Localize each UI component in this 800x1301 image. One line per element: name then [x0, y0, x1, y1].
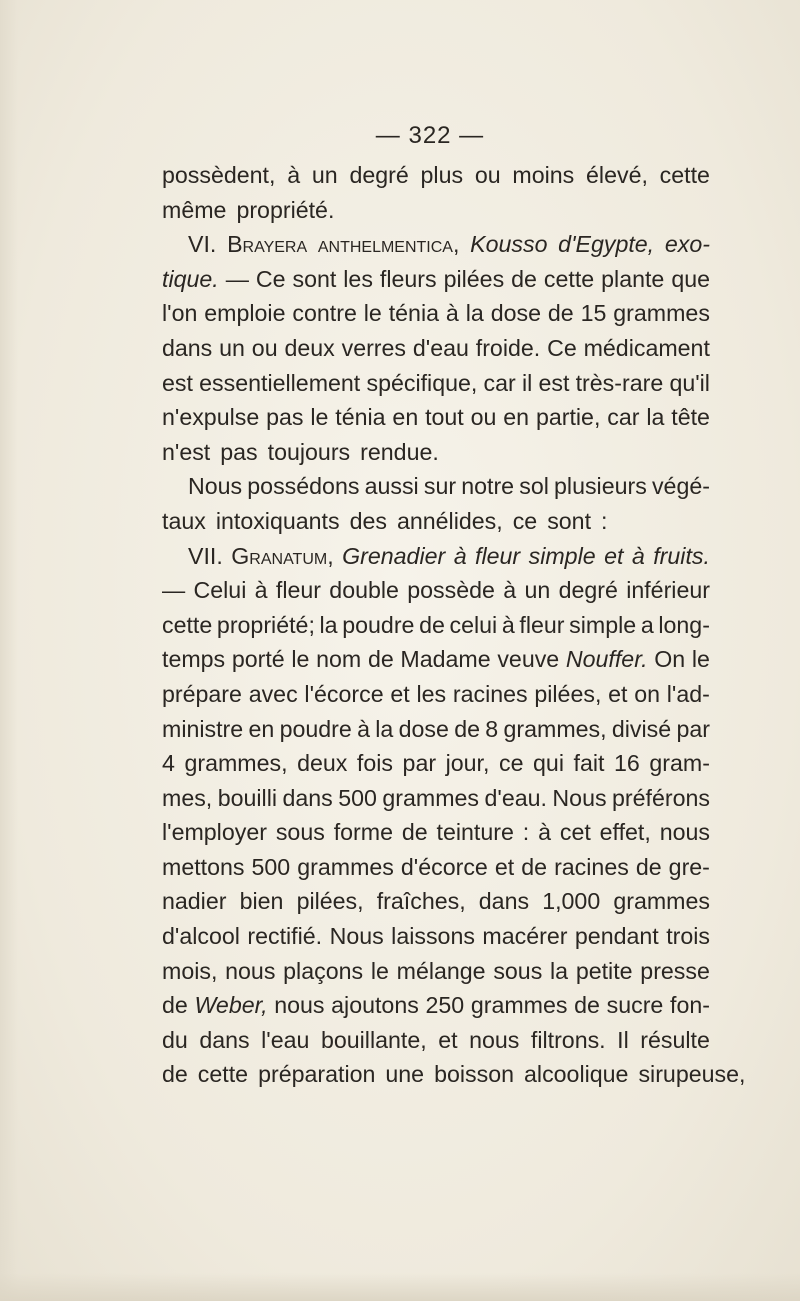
word: Madame: [400, 646, 491, 673]
text-line: [162, 919, 710, 954]
word: pilées,: [296, 888, 364, 915]
word: deux: [284, 334, 335, 361]
word: macérer: [482, 923, 568, 950]
word: Brayera: [227, 231, 308, 258]
word: on: [634, 680, 661, 707]
word: :: [522, 819, 530, 846]
text-line: [162, 296, 710, 331]
word: plante: [601, 265, 665, 292]
word: aussi: [364, 473, 419, 500]
word: verres: [341, 334, 407, 361]
word: fleur: [475, 542, 521, 569]
word: mélange: [396, 957, 486, 984]
word: Nouffer.: [565, 646, 648, 673]
text-line: [162, 642, 710, 677]
word: tête: [671, 404, 710, 431]
word: Ce: [547, 334, 577, 361]
word: un: [524, 577, 551, 604]
word: nous: [225, 957, 276, 984]
word: grammes: [613, 300, 710, 327]
word: simple: [528, 542, 596, 569]
word: à: [538, 819, 551, 846]
word: à: [357, 715, 370, 742]
word: possède: [407, 577, 495, 604]
word: spécifique,: [366, 369, 478, 396]
word: veuve: [497, 646, 560, 673]
word: possédons: [247, 473, 360, 500]
text-line: [162, 988, 710, 1023]
word: propriété;: [216, 611, 315, 638]
word: 500: [251, 853, 291, 880]
word: fois: [356, 750, 393, 777]
word: pendant: [574, 923, 659, 950]
word: très-rare: [575, 369, 664, 396]
word: intoxiquants: [215, 507, 340, 534]
word: ou: [470, 404, 497, 431]
word: sur: [423, 473, 457, 500]
word: à: [503, 577, 517, 604]
word: dans: [282, 784, 333, 811]
word: cette: [543, 265, 595, 292]
word: deux: [297, 750, 348, 777]
word: mes,: [162, 784, 213, 811]
word: de: [162, 992, 188, 1019]
word: :: [601, 507, 608, 534]
word: rectifié.: [247, 923, 323, 950]
word: VII.: [188, 542, 223, 569]
word: de: [162, 1061, 188, 1088]
word: et: [608, 680, 628, 707]
word: dose: [398, 715, 449, 742]
word: préparation: [258, 1061, 376, 1088]
word: cette: [659, 162, 710, 188]
word: racines: [554, 853, 629, 880]
word: Il: [617, 1026, 629, 1053]
text-line: [162, 884, 710, 919]
word: la: [646, 404, 665, 431]
word: est: [162, 369, 193, 396]
word: avec: [248, 680, 298, 707]
word: Weber,: [194, 992, 268, 1019]
word: ajoutons: [331, 992, 419, 1019]
text-line: [162, 469, 710, 504]
word: la: [375, 715, 394, 742]
word: cette: [197, 1061, 249, 1088]
word: le: [691, 646, 710, 673]
word: mettons: [162, 853, 245, 880]
word: moins: [512, 162, 575, 188]
word: Nous: [329, 923, 384, 950]
word: n'expulse: [162, 404, 260, 431]
word: l'ad-: [666, 680, 710, 707]
word: trois: [666, 923, 710, 950]
word: cette: [162, 611, 213, 638]
word: Kousso: [470, 231, 548, 258]
word: porté: [231, 646, 285, 673]
text-line: [162, 539, 710, 574]
word: qui: [533, 750, 564, 777]
word: fruits.: [653, 542, 710, 569]
word: du: [162, 1026, 188, 1053]
word: l'employer: [162, 819, 267, 846]
word: grammes: [382, 784, 480, 811]
text-line: [162, 193, 710, 228]
word: grammes: [470, 992, 568, 1019]
word: ministre: [162, 715, 244, 742]
text-line: [162, 850, 710, 885]
word: tout: [425, 404, 464, 431]
word: alcoolique: [524, 1061, 629, 1088]
word: de: [547, 300, 574, 327]
word: racines: [452, 680, 528, 707]
word: toujours: [267, 438, 351, 465]
word: effet,: [599, 819, 651, 846]
word: sont: [292, 265, 337, 292]
word: mois,: [162, 957, 218, 984]
word: à: [631, 542, 645, 569]
word: et: [390, 680, 410, 707]
word: degré: [558, 577, 618, 604]
word: sous: [275, 819, 325, 846]
word: nous: [274, 992, 325, 1019]
word: Nous: [188, 473, 243, 500]
word: fleur: [275, 577, 321, 604]
word: de: [521, 853, 548, 880]
word: essentiellement: [199, 369, 361, 396]
word: VI.: [188, 231, 217, 258]
word: une: [385, 1061, 425, 1088]
text-line: [162, 262, 710, 297]
word: 1,000: [542, 888, 601, 915]
text-line: [162, 504, 710, 539]
word: degré: [349, 162, 409, 188]
word: ou: [474, 162, 501, 188]
word: Celui: [193, 577, 247, 604]
word: en: [248, 715, 275, 742]
word: long-: [658, 611, 710, 638]
word: des: [349, 507, 387, 534]
word: le: [291, 646, 310, 673]
word: Granatum,: [231, 542, 334, 569]
text-line: [162, 712, 710, 747]
word: grammes,: [503, 715, 607, 742]
word: par: [676, 715, 710, 742]
word: sol: [519, 473, 549, 500]
word: résulte: [640, 1026, 710, 1053]
page-left-edge-shadow: [0, 0, 18, 1301]
word: partie,: [535, 404, 601, 431]
word: a: [640, 611, 654, 638]
word: même: [162, 196, 227, 223]
word: —: [225, 265, 249, 292]
word: la: [319, 611, 338, 638]
word: sont: [547, 507, 592, 534]
word: ténia: [388, 300, 439, 327]
word: cet: [559, 819, 591, 846]
word: 500: [338, 784, 377, 811]
word: fon-: [670, 992, 710, 1019]
word: pas: [220, 438, 258, 465]
word: fraîches,: [376, 888, 466, 915]
word: presse: [640, 957, 710, 984]
text-line: [162, 158, 710, 193]
word: emploie: [204, 300, 286, 327]
word: exo-: [664, 231, 710, 258]
word: un: [311, 162, 338, 188]
text-line: [162, 608, 710, 643]
text-line: [162, 815, 710, 850]
body-text: [162, 158, 746, 1092]
word: élevé,: [586, 162, 648, 188]
word: est: [538, 369, 570, 396]
text-line: [162, 573, 710, 608]
word: et: [438, 1026, 458, 1053]
word: les: [416, 680, 447, 707]
word: grammes,: [184, 750, 288, 777]
word: Nous: [552, 784, 607, 811]
text-line: [162, 781, 710, 816]
word: à: [254, 577, 268, 604]
word: un: [219, 334, 245, 361]
word: de: [454, 715, 480, 742]
word: la: [465, 300, 484, 327]
word: double: [329, 577, 399, 604]
word: d'alcool: [162, 923, 240, 950]
page-number: — 322 —: [375, 122, 485, 149]
word: à: [287, 162, 301, 188]
word: dans: [199, 1026, 250, 1053]
word: car: [483, 369, 516, 396]
text-line: [162, 331, 710, 366]
word: sirupeuse,: [638, 1061, 746, 1088]
word: à: [445, 300, 459, 327]
word: gre-: [668, 853, 710, 880]
word: poudre: [342, 611, 415, 638]
word: annélides,: [396, 507, 503, 534]
word: Grenadier: [342, 542, 446, 569]
word: 4: [162, 750, 175, 777]
word: fleurs: [379, 265, 437, 292]
word: dans: [162, 334, 213, 361]
word: bouillante,: [320, 1026, 427, 1053]
word: plus: [420, 162, 464, 188]
word: nom: [316, 646, 362, 673]
word: filtrons.: [530, 1026, 606, 1053]
word: végé-: [651, 473, 710, 500]
word: d'écorce: [400, 853, 488, 880]
word: nous: [469, 1026, 520, 1053]
text-line: [162, 954, 710, 989]
word: à: [501, 611, 515, 638]
word: fait: [573, 750, 605, 777]
word: celui: [449, 611, 498, 638]
word: en: [503, 404, 530, 431]
word: grammes: [613, 888, 710, 915]
text-line: [162, 1023, 710, 1058]
word: grammes: [297, 853, 394, 880]
word: la: [550, 957, 569, 984]
word: nadier: [162, 888, 227, 915]
text-line: [162, 677, 710, 712]
word: ce: [512, 507, 538, 534]
word: tique.: [162, 265, 219, 292]
word: froide.: [475, 334, 541, 361]
word: dans: [478, 888, 530, 915]
page-bottom-edge-shadow: [0, 1273, 800, 1301]
text-line: [162, 366, 710, 401]
word: boisson: [434, 1061, 515, 1088]
word: fleur: [519, 611, 565, 638]
word: —: [162, 577, 186, 604]
text-line: [162, 746, 710, 781]
word: divisé: [611, 715, 672, 742]
word: rendue.: [360, 438, 439, 465]
word: temps: [162, 646, 226, 673]
word: par: [402, 750, 437, 777]
word: il: [521, 369, 533, 396]
word: 8: [485, 715, 499, 742]
word: le: [310, 404, 329, 431]
word: à: [453, 542, 467, 569]
word: anthelmentica,: [317, 231, 460, 258]
word: d'eau: [412, 334, 469, 361]
word: petite: [575, 957, 633, 984]
word: l'écorce: [304, 680, 384, 707]
word: sucre: [606, 992, 664, 1019]
word: gram-: [649, 750, 710, 777]
word: laissons: [391, 923, 475, 950]
word: jour,: [445, 750, 490, 777]
word: contre: [292, 300, 357, 327]
text-line: [162, 435, 710, 470]
word: forme: [333, 819, 393, 846]
word: le: [363, 300, 382, 327]
word: de: [511, 265, 537, 292]
word: de: [419, 611, 445, 638]
text-line: [162, 1057, 746, 1092]
word: en: [392, 404, 419, 431]
word: qu'il: [669, 369, 710, 396]
text-line: [162, 400, 710, 435]
word: médicament: [583, 334, 710, 361]
word: préférons: [612, 784, 710, 811]
word: d'eau.: [484, 784, 547, 811]
word: taux: [162, 507, 206, 534]
word: plusieurs: [554, 473, 647, 500]
word: plaçons: [283, 957, 364, 984]
word: possèdent,: [162, 162, 276, 188]
word: bouilli: [217, 784, 278, 811]
word: pas: [266, 404, 304, 431]
word: 250: [425, 992, 465, 1019]
word: notre: [461, 473, 515, 500]
word: 16: [614, 750, 640, 777]
word: simple: [569, 611, 637, 638]
word: de: [401, 819, 428, 846]
text-line: [162, 227, 710, 262]
word: pilées,: [534, 680, 602, 707]
word: que: [671, 265, 710, 292]
word: Ce: [255, 265, 286, 292]
word: de: [367, 646, 394, 673]
word: teinture: [436, 819, 514, 846]
word: ou: [251, 334, 278, 361]
word: inférieur: [626, 577, 710, 604]
word: n'est: [162, 438, 211, 465]
word: l'on: [162, 300, 198, 327]
word: et: [604, 542, 624, 569]
word: l'eau: [261, 1026, 310, 1053]
word: ce: [498, 750, 524, 777]
word: prépare: [162, 680, 242, 707]
word: ténia: [335, 404, 386, 431]
word: propriété.: [236, 196, 335, 223]
word: On: [654, 646, 686, 673]
word: dose: [490, 300, 541, 327]
word: le: [370, 957, 389, 984]
word: nous: [659, 819, 710, 846]
word: les: [343, 265, 373, 292]
word: pilées: [443, 265, 505, 292]
word: 15: [580, 300, 607, 327]
word: car: [607, 404, 640, 431]
word: d'Egypte,: [558, 231, 655, 258]
word: de: [574, 992, 600, 1019]
word: de: [635, 853, 662, 880]
word: poudre: [279, 715, 352, 742]
word: sous: [493, 957, 543, 984]
word: bien: [239, 888, 284, 915]
word: et: [494, 853, 515, 880]
